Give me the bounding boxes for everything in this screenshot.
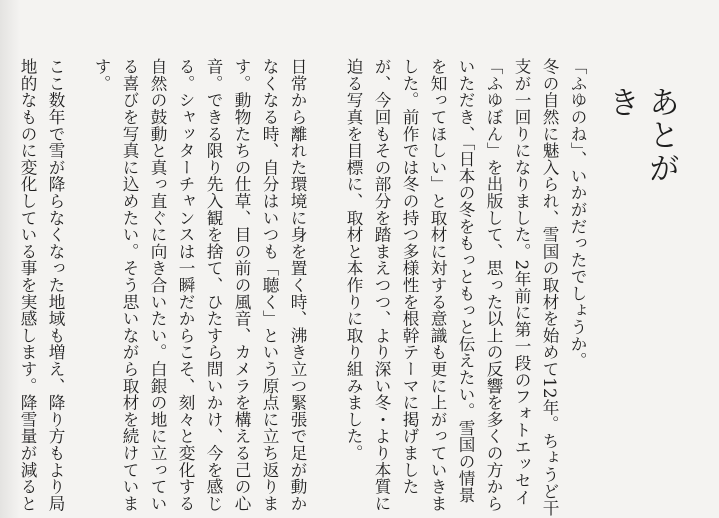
text-column: いただき、「日本の冬をもっともっと伝えたい。雪国の情景	[456, 58, 475, 504]
text-column: る。シャッターチャンスは一瞬だからこそ、刻々と変化する	[176, 58, 195, 512]
text-column: 地的なものに変化している事を実感します。降雪量が減ると	[18, 58, 37, 512]
text-column: 日常から離れた環境に身を置く時、沸き立つ緊張で足が動か	[288, 58, 307, 512]
text-column: 冬の自然に魅入られ、雪国の取材を始めて12年。ちょうど干	[540, 58, 559, 517]
text-column: した。前作では冬の持つ多様性を根幹テーマに掲げました	[400, 58, 419, 495]
text-column: ここ数年で雪が降らなくなった地域も増え、降り方もより局	[46, 58, 65, 512]
text-column: 支が一回りになりました。2年前に第一段のフォトエッセイ	[512, 58, 531, 506]
text-column: が、今回もその部分を踏まえつつ、より深い冬・より本質に	[372, 58, 391, 512]
text-column: 「ふゆぼん」を出版して、思った以上の反響を多くの方から	[484, 58, 503, 512]
text-column: なくなる時、自分はいつも「聴く」という原点に立ち返りま	[260, 58, 279, 512]
text-column: を知ってほしい」と取材に対する意識も更に上がっていきま	[428, 58, 447, 512]
text-column: す。	[92, 58, 111, 92]
text-column: 「ふゆのね」、いかがだったでしょうか。	[568, 58, 587, 369]
text-column: る喜びを写真に込めたい。そう思いながら取材を続けていま	[120, 58, 139, 512]
text-column: 音。できる限り先入観を捨て、ひたすら問いかけ、今を感じ	[204, 58, 223, 512]
text-column: 自然の鼓動と真っ直ぐに向き合いたい。白銀の地に立ってい	[148, 58, 167, 512]
text-column: 迫る写真を目標に、取材と本作りに取り組みました。	[344, 58, 363, 462]
text-column: す。動物たちの仕草、目の前の風音、カメラを構える己の心	[232, 58, 251, 512]
page-title: あとがき	[603, 86, 679, 185]
